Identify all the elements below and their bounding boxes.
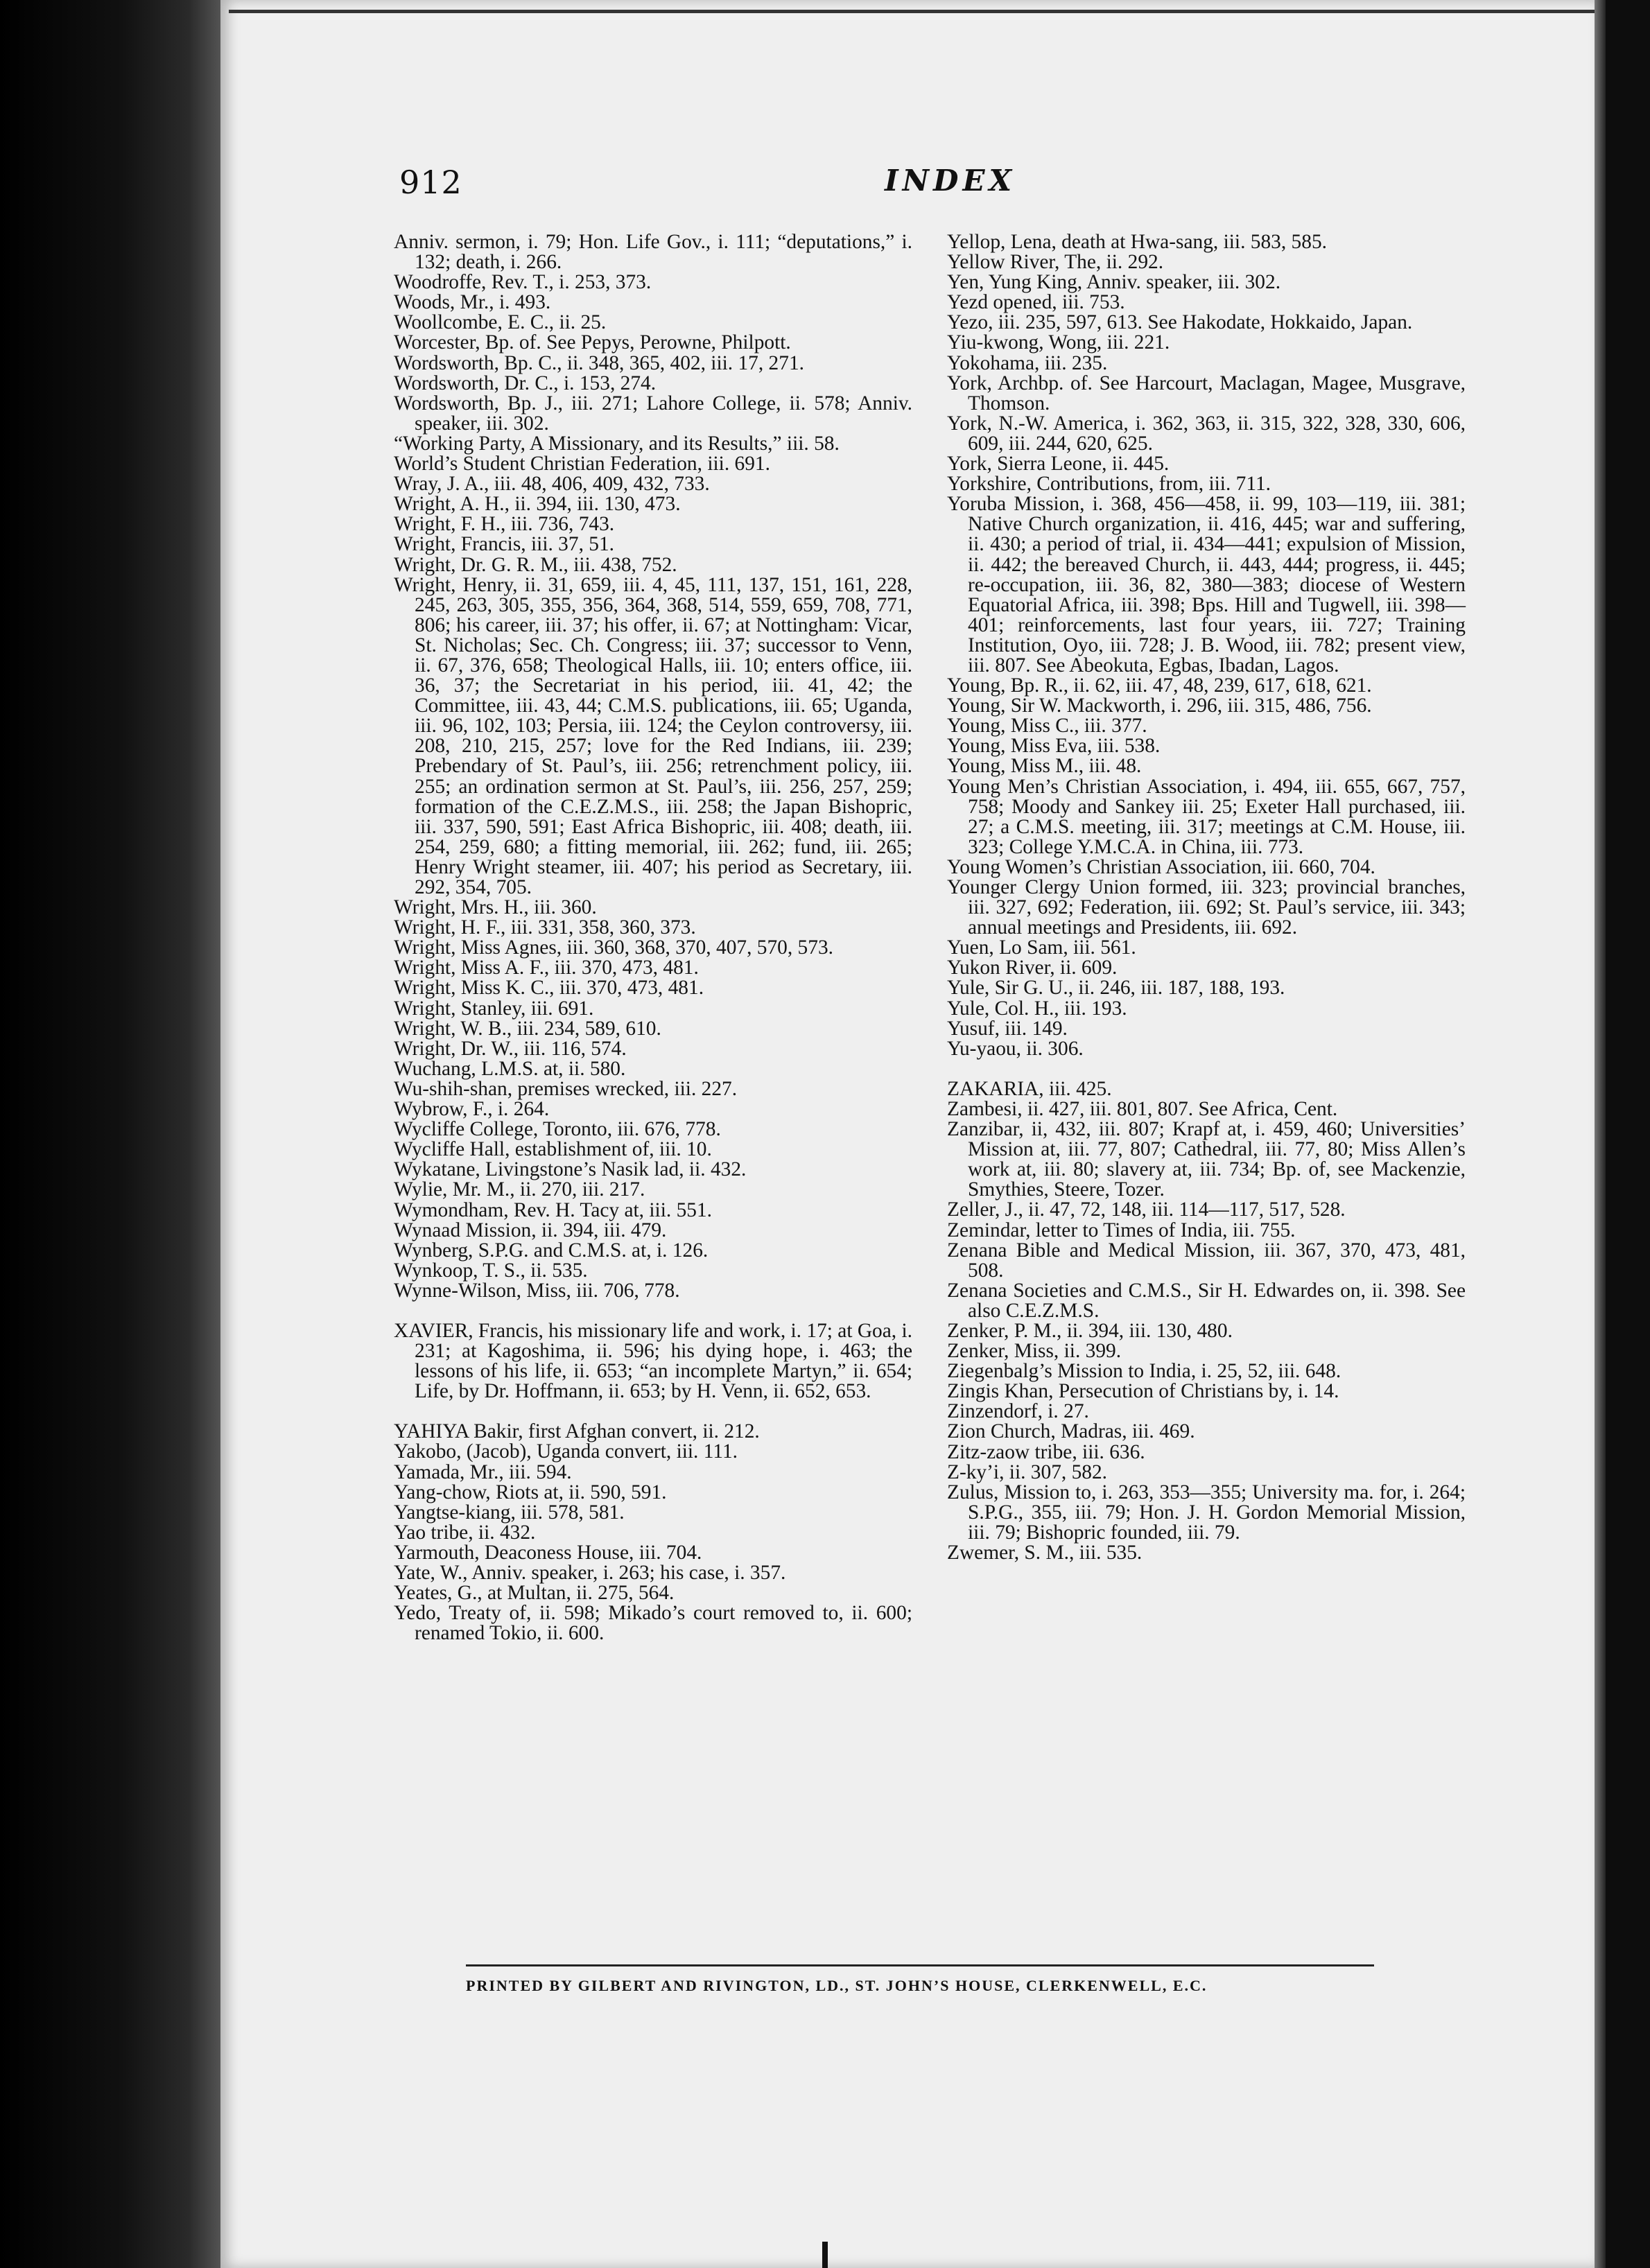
index-entry: Wybrow, F., i. 264. [394,1098,550,1121]
index-entry: Yangtse-kiang, iii. 578, 581. [394,1501,625,1524]
index-entry: York, Archbp. of. See Harcourt, Maclagan, Magee, Musgrave, Thomson. [947,372,1466,415]
index-entry: Young, Miss C., iii. 377. [947,715,1147,738]
index-entry: Yiu-kwong, Wong, iii. 221. [947,331,1170,354]
index-entry: Zeller, J., ii. 47, 72, 148, iii. 114—117, 517, 528. [947,1198,1346,1221]
index-entry: Yezd opened, iii. 753. [947,291,1125,314]
index-entry: Young Women’s Christian Association, iii. 660, 704. [947,855,1375,878]
scan-mark [822,2242,828,2268]
index-entry: Wright, Miss K. C., iii. 370, 473, 481. [394,977,704,1000]
index-entry: Wright, A. H., ii. 394, iii. 130, 473. [394,493,681,516]
index-entry: XAVIER, Francis, his missionary life and work, i. 17; at Goa, i. 231; at Kagoshima, ii. 596; his dying hope, i. 463; the lessons of his life, ii. 653; “an incomplete Martyn,” ii. 654; Life, by Dr. Hoffmann, ii. 653; by H. Venn, ii. 652, 653. [394,1319,913,1403]
running-head: INDEX [885,164,1016,198]
index-entry: Wright, Miss Agnes, iii. 360, 368, 370, 407, 570, 573. [394,936,833,959]
index-entry: Wordsworth, Bp. J., iii. 271; Lahore College, ii. 578; Anniv. speaker, iii. 302. [394,392,912,435]
page-top-edge [229,10,1595,13]
index-entry: Ziegenbalg’s Mission to India, i. 25, 52, iii. 648. [947,1360,1341,1383]
index-entry: Yukon River, ii. 609. [947,957,1118,979]
index-entry: Wynberg, S.P.G. and C.M.S. at, i. 126. [394,1239,709,1262]
index-entry: Wycliffe Hall, establishment of, iii. 10. [394,1138,712,1161]
index-entry: Wynkoop, T. S., ii. 535. [394,1259,588,1282]
index-entry: Zenker, Miss, ii. 399. [947,1340,1122,1363]
index-entry: Zenana Societies and C.M.S., Sir H. Edwardes on, ii. 398. See also C.E.Z.M.S. [947,1279,1466,1322]
index-entry: Worcester, Bp. of. See Pepys, Perowne, Philpott. [394,331,791,354]
index-entry: Yokohama, iii. 235. [947,351,1108,374]
index-entry: Wuchang, L.M.S. at, ii. 580. [394,1057,626,1080]
index-entry: Yedo, Treaty of, ii. 598; Mikado’s court removed to, ii. 600; renamed Tokio, ii. 600. [394,1602,912,1645]
index-entry: Yoruba Mission, i. 368, 456—458, ii. 99, 103—119, iii. 381; Native Church organization, ii. 416, 445; war and suffering, ii. 430; a period of trial, ii. 434—441; expulsion of Mission, ii. 442; the bereaved Church, ii. 443, 444; progress, ii. 445; re-occupation, iii. 36, 82, 380—383; diocese of Western Equatorial Africa, iii. 398; Bps. Hill and Tugwell, iii. 398—401; reinforcements, last four years, iii. 727; Training Institution, Oyo, iii. 728; J. B. Wood, iii. 782; present view, iii. 807. See Abeokuta, Egbas, Ibadan, Lagos. [947,493,1466,677]
index-entry: Yule, Col. H., iii. 193. [947,997,1127,1020]
index-entry: Zambesi, ii. 427, iii. 801, 807. See Africa, Cent. [947,1097,1338,1120]
index-entry: Wordsworth, Dr. C., i. 153, 274. [394,372,657,394]
index-entry: Wright, H. F., iii. 331, 358, 360, 373. [394,916,696,939]
index-entry: Yusuf, iii. 149. [947,1017,1068,1040]
index-entry: Wray, J. A., iii. 48, 406, 409, 432, 733. [394,473,710,496]
index-entry: Yule, Sir G. U., ii. 246, iii. 187, 188, 193. [947,977,1285,1000]
index-entry: Yarmouth, Deaconess House, iii. 704. [394,1541,702,1564]
index-entry: Yamada, Mr., iii. 594. [394,1460,572,1483]
index-entry: York, Sierra Leone, ii. 445. [947,453,1170,476]
index-entry: Wu-shih-shan, premises wrecked, iii. 227. [394,1077,738,1100]
index-entry: Yezo, iii. 235, 597, 613. See Hakodate, Hokkaido, Japan. [947,311,1413,334]
index-entry: “Working Party, A Missionary, and its Results,” iii. 58. [394,432,840,455]
index-entry: Wright, Henry, ii. 31, 659, iii. 4, 45, 111, 137, 151, 161, 228, 245, 263, 305, 355, 356, 364, 368, 514, 559, 659, 708, 771, 806; his career, iii. 37; his offer, ii. 67; at Nottingham: Vicar, St. Nicholas; Sec. Ch. Congress; iii. 37; successor to Venn, ii. 67, 376, 658; Theological Halls, iii. 10; enters office, iii. 36, 37; the Secretariat in his period, iii. 41, 42; the Committee, iii. 43, 44; C.M.S. publications, iii. 65; Uganda, iii. 96, 102, 103; Persia, iii. 124; the Ceylon controversy, iii. 208, 210, 215, 257; love for the Red Indians, iii. 239; Prebendary of St. Paul’s, iii. 256; retrenchment policy, iii. 255; an ordination sermon at St. Paul’s, iii. 256, 257, 259; formation of the C.E.Z.M.S., iii. 258; the Japan Bishopric, iii. 337, 590, 591; East Africa Bishopric, iii. 408; death, iii. 254, 259, 680; a fitting memorial, iii. 262; fund, iii. 265; Henry Wright steamer, iii. 407; his period as Secretary, iii. 292, 354, 705. [394,573,912,898]
index-entry: Woods, Mr., i. 493. [394,291,551,314]
index-entry: Young, Bp. R., ii. 62, iii. 47, 48, 239, 617, 618, 621. [947,674,1372,697]
index-entry: World’s Student Christian Federation, iii. 691. [394,453,770,476]
index-entry: Yu-yaou, ii. 306. [947,1037,1084,1060]
index-entry: Zwemer, S. M., iii. 535. [947,1542,1143,1564]
index-entry: ZAKARIA, iii. 425. [947,1077,1112,1100]
index-entry: Wright, Mrs. H., iii. 360. [394,896,597,919]
index-entry: Yen, Yung King, Anniv. speaker, iii. 302. [947,271,1281,294]
index-entry: Zitz-zaow tribe, iii. 636. [947,1440,1145,1463]
scan-right-edge [1595,0,1650,2268]
index-entry: York, N.-W. America, i. 362, 363, ii. 315, 322, 328, 330, 606, 609, iii. 244, 620, 625. [947,412,1466,455]
index-column-left [394,232,912,1643]
index-entry: Zion Church, Madras, iii. 469. [947,1420,1195,1443]
index-entry: Young, Miss M., iii. 48. [947,755,1142,778]
index-entry: Zanzibar, ii, 432, iii. 807; Krapf at, i. 459, 460; Universities’ Mission at, iii. 77, 807; Cathedral, iii. 77, 80; Miss Allen’s work at, iii. 80; slavery at, iii. 734; Bp. of, see Mackenzie, Smythies, Steere, Tozer. [947,1118,1466,1201]
index-entry: Z-ky’i, ii. 307, 582. [947,1460,1108,1483]
scan-left-shadow [0,0,222,2268]
index-entry: Wynne-Wilson, Miss, iii. 706, 778. [394,1279,680,1302]
index-entry: Yorkshire, Contributions, from, iii. 711. [947,473,1271,496]
index-entry: Wright, Francis, iii. 37, 51. [394,533,615,556]
index-entry: Yakobo, (Jacob), Uganda convert, iii. 111. [394,1440,738,1463]
index-entry: Wright, Miss A. F., iii. 370, 473, 481. [394,957,699,979]
index-entry: Wykatane, Livingstone’s Nasik lad, ii. 432. [394,1158,747,1181]
index-entry: Wright, Dr. W., iii. 116, 574. [394,1037,627,1060]
index-entry: Yang-chow, Riots at, ii. 590, 591. [394,1481,667,1503]
index-entry: Yellop, Lena, death at Hwa-sang, iii. 583, 585. [947,231,1327,253]
index-entry: Yao tribe, ii. 432. [394,1521,536,1544]
index-entry: Zemindar, letter to Times of India, iii. 755. [947,1219,1296,1241]
index-entry: Yate, W., Anniv. speaker, i. 263; his case, i. 357. [394,1562,786,1584]
index-entry: Wymondham, Rev. H. Tacy at, iii. 551. [394,1198,712,1221]
index-entry: Yeates, G., at Multan, ii. 275, 564. [394,1582,675,1605]
index-entry: Yuen, Lo Sam, iii. 561. [947,936,1136,959]
index-entry: Woodroffe, Rev. T., i. 253, 373. [394,271,652,294]
index-entry: Wycliffe College, Toronto, iii. 676, 778. [394,1118,721,1141]
index-column-right [947,232,1466,1563]
index-entry: Wylie, Mr. M., ii. 270, iii. 217. [394,1178,645,1201]
index-entry: YAHIYA Bakir, first Afghan convert, ii. 212. [394,1420,760,1443]
index-entry: Anniv. sermon, i. 79; Hon. Life Gov., i. 111; “deputations,” i. 132; death, i. 266. [394,231,912,274]
index-entry: Younger Clergy Union formed, iii. 323; provincial branches, iii. 327, 692; Federation, iii. 692; St. Paul’s service, iii. 343; annual meetings and Presidents, iii. 692. [947,876,1466,939]
index-entry: Zingis Khan, Persecution of Christians by, i. 14. [947,1380,1339,1403]
index-entry: Zinzendorf, i. 27. [947,1400,1089,1423]
index-entry: Wright, Dr. G. R. M., iii. 438, 752. [394,553,677,576]
page-number: 912 [399,164,462,201]
index-entry: Young, Miss Eva, iii. 538. [947,735,1161,758]
index-entry: Wynaad Mission, ii. 394, iii. 479. [394,1219,667,1241]
footer-rule [466,1964,1374,1966]
index-entry: Young, Sir W. Mackworth, i. 296, iii. 315, 486, 756. [947,695,1372,717]
index-entry: Zenker, P. M., ii. 394, iii. 130, 480. [947,1319,1233,1342]
index-entry: Wright, W. B., iii. 234, 589, 610. [394,1017,661,1040]
index-entry: Yellow River, The, ii. 292. [947,251,1164,274]
index-entry: Wordsworth, Bp. C., ii. 348, 365, 402, iii. 17, 271. [394,351,804,374]
printer-imprint: PRINTED BY GILBERT AND RIVINGTON, LD., ST. JOHN’S HOUSE, CLERKENWELL, E.C. [466,1977,1208,1994]
index-entry: Woollcombe, E. C., ii. 25. [394,311,607,334]
index-entry: Wright, Stanley, iii. 691. [394,997,594,1020]
index-entry: Young Men’s Christian Association, i. 494, iii. 655, 667, 757, 758; Moody and Sankey iii. 25; Exeter Hall purchased, iii. 27; a C.M.S. meeting, iii. 317; meetings at C.M. House, iii. 323; College Y.M.C.A. in China, iii. 773. [947,775,1466,858]
index-entry: Zulus, Mission to, i. 263, 353—355; University ma. for, i. 264; S.P.G., 355, iii. 79; Hon. J. H. Gordon Memorial Mission, iii. 79; Bishopric founded, iii. 79. [947,1481,1466,1544]
index-entry: Wright, F. H., iii. 736, 743. [394,513,615,536]
index-entry: Zenana Bible and Medical Mission, iii. 367, 370, 473, 481, 508. [947,1239,1466,1282]
